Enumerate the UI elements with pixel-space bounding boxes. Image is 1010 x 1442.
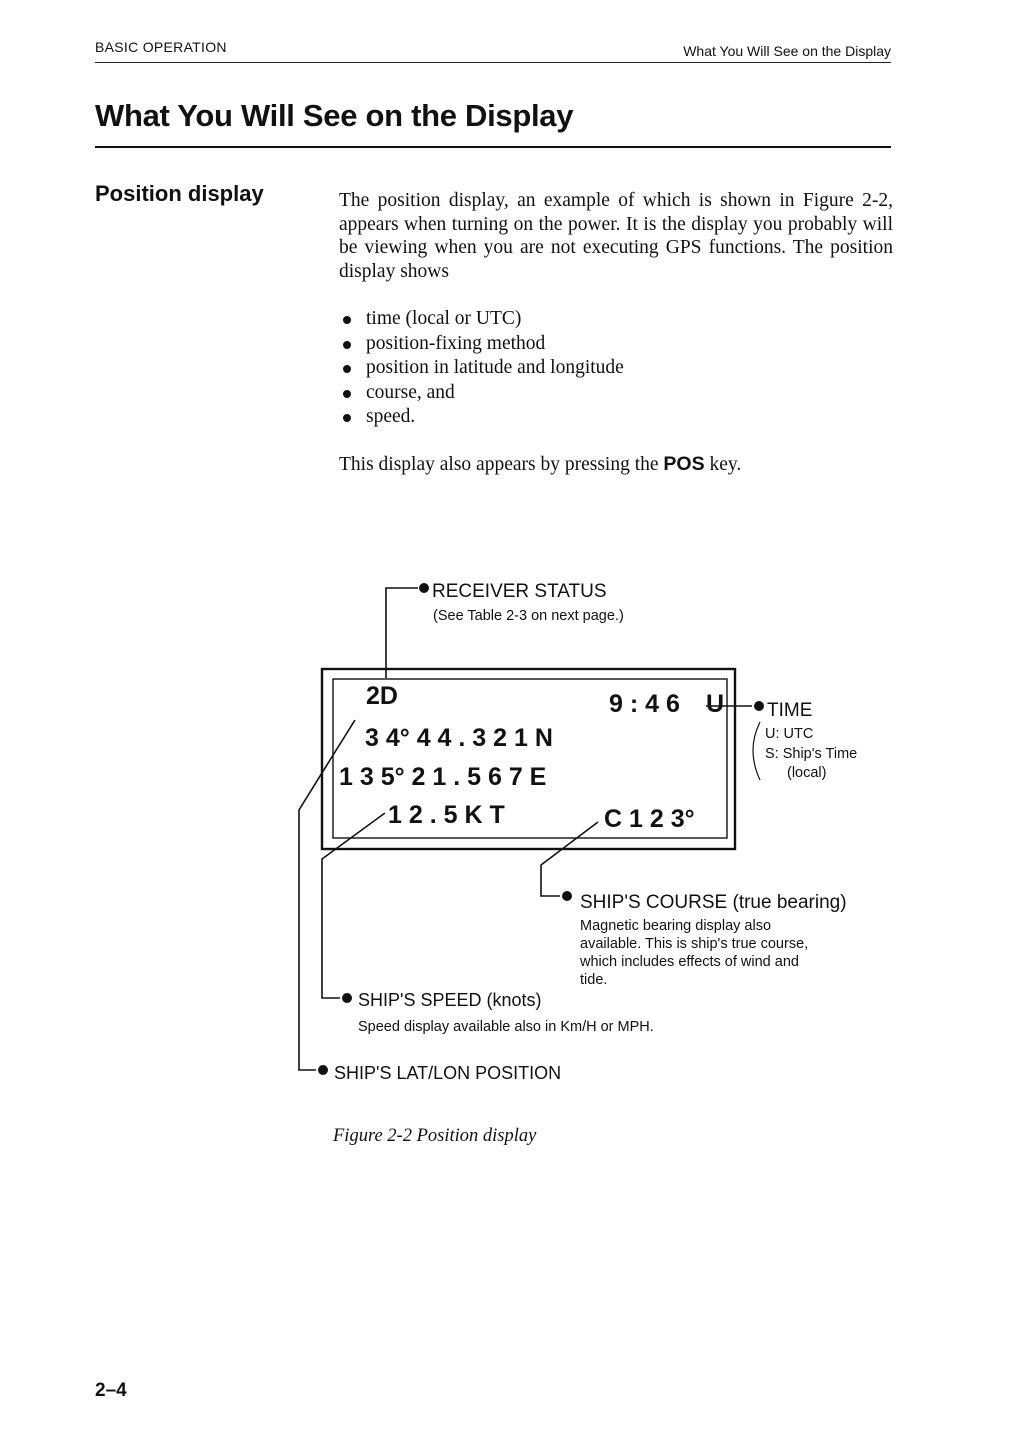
lcd-speed: 1 2 . 5 K T bbox=[388, 801, 505, 829]
receiver-status-label: RECEIVER STATUS bbox=[432, 581, 607, 602]
time-label: TIME bbox=[767, 700, 813, 721]
intro-paragraph: The position display, an example of which is shown in Figure 2-2, appears when turning on the power. It is the display you probably will be viewing when you are not executing GPS functions. The position display shows bbox=[339, 190, 893, 282]
speed-leader bbox=[322, 813, 385, 998]
receiver-status-leader bbox=[386, 588, 418, 678]
receiver-status-note: (See Table 2-3 on next page.) bbox=[433, 608, 624, 624]
page-number: 2–4 bbox=[95, 1380, 127, 1401]
header-running-title: What You Will See on the Display bbox=[683, 43, 891, 59]
list-item: course, and bbox=[339, 381, 624, 406]
lcd-time: 9 : 4 6 bbox=[609, 690, 680, 718]
list-item: time (local or UTC) bbox=[339, 307, 624, 332]
list-item: speed. bbox=[339, 405, 624, 430]
pos-key-label: POS bbox=[663, 453, 705, 475]
lcd-course: C 1 2 3° bbox=[604, 805, 695, 833]
position-dot bbox=[318, 1065, 328, 1075]
course-label: SHIP'S COURSE (true bearing) bbox=[580, 892, 847, 913]
course-note-line-1: Magnetic bearing display also bbox=[580, 918, 772, 934]
pos-text-before: This display also appears by pressing the bbox=[339, 454, 664, 475]
time-utc-note: U: UTC bbox=[765, 726, 814, 742]
lcd-longitude: 1 3 5° 2 1 . 5 6 7 E bbox=[339, 763, 547, 791]
list-item: position in latitude and longitude bbox=[339, 356, 624, 381]
pos-text-after: key. bbox=[704, 454, 742, 475]
lcd-mode: 2D bbox=[366, 682, 398, 710]
course-note-line-4: tide. bbox=[580, 972, 608, 988]
speed-dot bbox=[342, 993, 352, 1003]
speed-note: Speed display available also in Km/H or MPH. bbox=[358, 1019, 654, 1035]
side-heading: Position display bbox=[95, 181, 264, 206]
lcd-time-mode: U bbox=[706, 690, 725, 718]
time-local-note: (local) bbox=[787, 765, 827, 781]
lcd-latitude: 3 4° 4 4 . 3 2 1 N bbox=[365, 724, 553, 752]
time-bracket bbox=[753, 722, 760, 780]
course-note-line-3: which includes effects of wind and bbox=[580, 954, 799, 970]
list-item: position-fixing method bbox=[339, 332, 624, 357]
receiver-status-dot bbox=[419, 583, 429, 593]
header-section: BASIC OPERATION bbox=[95, 39, 227, 55]
course-note-line-2: available. This is ship's true course, bbox=[580, 936, 809, 952]
course-leader bbox=[541, 822, 598, 896]
speed-label: SHIP'S SPEED (knots) bbox=[358, 990, 542, 1010]
figure-caption: Figure 2-2 Position display bbox=[333, 1126, 537, 1146]
page-title: What You Will See on the Display bbox=[95, 98, 574, 133]
time-dot bbox=[754, 701, 764, 711]
position-label: SHIP'S LAT/LON POSITION bbox=[334, 1063, 562, 1083]
time-ship-note: S: Ship's Time bbox=[765, 746, 858, 762]
course-dot bbox=[562, 891, 572, 901]
